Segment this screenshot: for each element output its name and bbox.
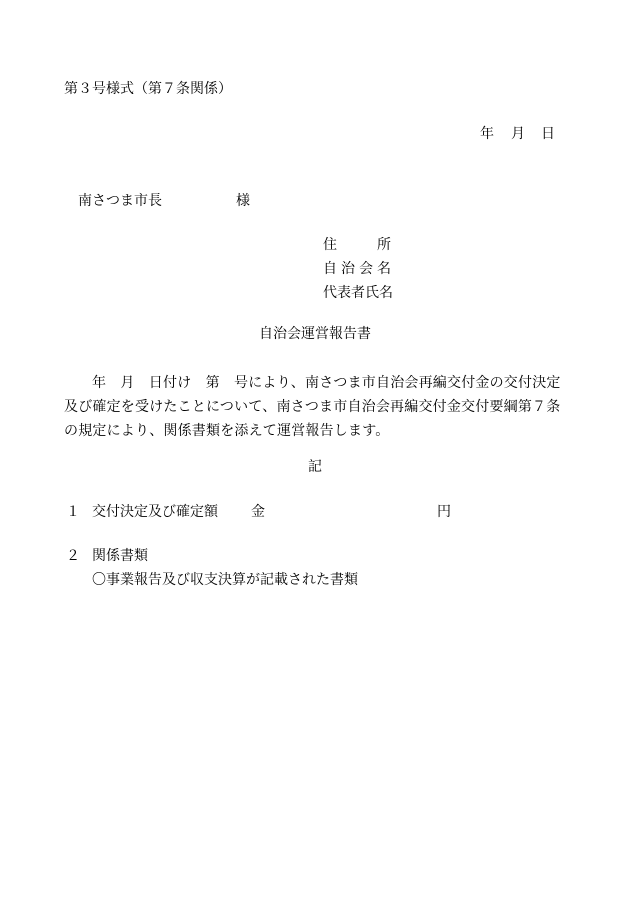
item-label: 関係書類 — [92, 548, 148, 564]
date-day-label: 日 — [541, 126, 555, 142]
ki-heading: 記 — [308, 459, 322, 475]
date-month-label: 月 — [511, 126, 525, 142]
amount-prefix: 金 — [251, 504, 265, 520]
item-label: 交付決定及び確定額 — [92, 504, 218, 520]
item-number: １ — [66, 504, 80, 520]
honorific: 様 — [236, 193, 250, 209]
date-year-label: 年 — [480, 126, 494, 142]
amount-unit: 円 — [437, 504, 451, 520]
addressee: 南さつま市長 — [78, 193, 162, 209]
representative-label: 代表者氏名 — [323, 285, 393, 301]
document-title: 自治会運営報告書 — [259, 326, 371, 342]
item-number: ２ — [66, 548, 80, 564]
body-paragraph: 年 月 日付け 第 号により、南さつま市自治会再編交付金の交付決定及び確定を受けたことについて、南さつま市自治会再編交付金交付要綱第７条の規定により、関係書類を添えて運営報告します。 — [64, 375, 561, 439]
address-label: 住所 — [323, 237, 391, 253]
item-detail: 〇事業報告及び収支決算が記載された書類 — [92, 572, 358, 588]
form-number: 第３号様式（第７条関係） — [64, 81, 232, 97]
org-name-label: 自治会名 — [323, 261, 391, 277]
